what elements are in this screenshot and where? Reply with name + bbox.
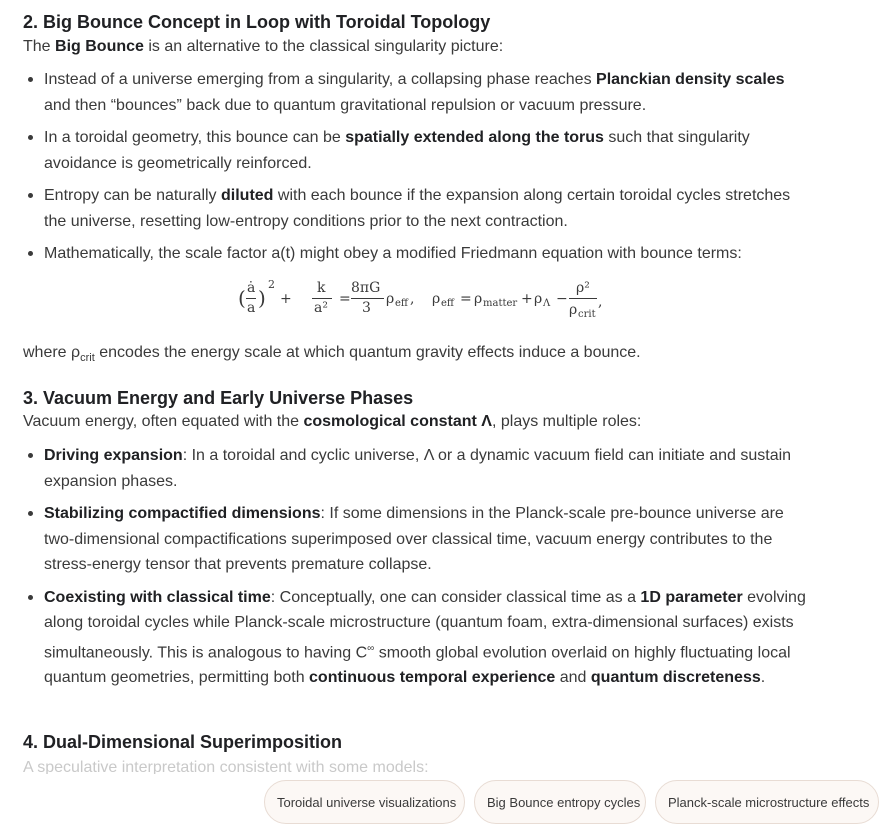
crit-explanation: where $\rho_{crit}$ encodes the energy scale at which quantum gravity effects induce a bounce. xyxy=(23,344,641,365)
chip-toroidal-visualizations[interactable]: Toroidal universe visualizations xyxy=(264,780,465,824)
chip-planck-microstructure[interactable]: Planck-scale microstructure effects xyxy=(655,780,879,824)
section-3-list xyxy=(23,443,813,691)
chip-big-bounce-entropy[interactable]: Big Bounce entropy cycles xyxy=(474,780,646,824)
list-item: In a toroidal geometry, this bounce can be spatially extended along the torus such that singularity avoidance is geometrically reinforced. xyxy=(23,125,813,176)
section-2-list xyxy=(23,67,813,267)
section-3-intro: Vacuum energy, often equated with the cosmological constant Λ, plays multiple roles: xyxy=(23,413,642,430)
list-item: Stabilizing compactified dimensions: If some dimensions in the Planck-scale pre-bounce universe are two-dimensional compactifications superimposed over classical time, vacuum energy contributes to the stress-energy tensor that prevents premature collapse. xyxy=(23,501,813,578)
list-item: Driving expansion: In a toroidal and cyclic universe, Λ or a dynamic vacuum field can initiate and sustain expansion phases. xyxy=(23,443,813,494)
list-item: Entropy can be naturally diluted with each bounce if the expansion along certain toroidal cycles stretches the universe, resetting low-entropy conditions prior to the next contraction. xyxy=(23,183,813,234)
list-item: Coexisting with classical time: Conceptually, one can consider classical time as a 1D parameter evolving along toroidal cycles while Planck-scale microstructure (quantum foam, extra-dimensional surfaces) exists simultaneously. This is analogous to having C∞ smooth global evolution overlaid on highly fluctuating local quantum geometries, permitting both continuous temporal experience and quantum discreteness. xyxy=(23,585,813,691)
section-4-heading: 4. Dual-Dimensional Superimposition xyxy=(23,732,343,752)
section-2-heading: 2. Big Bounce Concept in Loop with Toroidal Topology xyxy=(23,12,491,32)
section-2-intro: The Big Bounce is an alternative to the classical singularity picture: xyxy=(23,38,504,55)
section-3-heading: 3. Vacuum Energy and Early Universe Phases xyxy=(23,388,414,408)
list-item: Instead of a universe emerging from a singularity, a collapsing phase reaches Planckian density scales and then “bounces” back due to quantum gravitational repulsion or vacuum pressure. xyxy=(23,67,813,118)
section-4-intro: A speculative interpretation consistent with some models: xyxy=(23,759,429,774)
friedmann-equation: ( ȧ a ) 2 + k a² = 8πG 3 ρ eff , ρ eff = ρ matter + ρ Λ − ρ² ρ crit , xyxy=(238,278,603,320)
list-item: Mathematically, the scale factor a(t) might obey a modified Friedmann equation with bounce terms: xyxy=(23,241,813,267)
